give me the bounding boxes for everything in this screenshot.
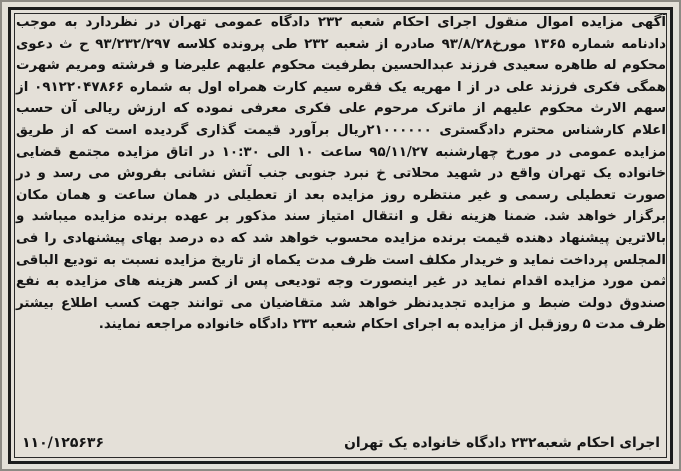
- auction-notice-text: [16, 12, 666, 336]
- newspaper-clipping: [2, 2, 679, 469]
- notice-paragraph: آگهی مزایده اموال منقول اجرای احکام شعبه ۲۳۲ دادگاه عمومی تهران در نظردارد به موجب دادنامه شماره ۱۳۶۵ مورخ۹۳/۸/۲۸ صادره از شعبه ۲۳۲ طی پرونده کلاسه ۹۳/۲۳۲/۲۹۷ ح ث دعوی محکوم له طاهره سعیدی فرزند عبدالحسین بطرفیت محکوم علیهم علیرضا و فرشته ومریم شهرت همگی فکری فرزند علی در از ا مهریه یک فقره سیم کارت همراه اول به شماره ۰۹۱۲۲۰۴۷۸۶۶ از سهم الارث محکوم علیهم از ماترک مرحوم علی فکری معرفی نموده که ارزش ریالی آن حسب اعلام کارشناس محترم دادگستری ۲۱۰۰۰۰۰۰ریال برآورد قیمت گذاری گردیده است که از طریق مزایده عمومی در مورخ چهارشنبه ۹۵/۱۱/۲۷ ساعت ۱۰ الی ۱۰:۳۰ در اتاق مزایده مجتمع قضایی خانواده یک تهران واقع در شهید محلاتی خ نبرد جنوبی جنب آتش نشانی بفروش می رسد و در صورت تعطیلی رسمی و غیر منتظره روز مزایده بعد از تعطیلی در همان ساعت و همان مکان برگزار خواهد شد. ضمنا هزینه نقل و انتقال امتیاز سند مذکور بر عهده برنده مزایده میباشد و بالاترین پیشنهاد دهنده قیمت برنده مزایده محسوب خواهد شد که ده درصد بهای پیشنهادی را فی المجلس پرداخت نماید و خریدار مکلف است ظرف مدت یکماه از تاریخ مزایده نسبت به تودیع الباقی ثمن مورد مزایده اقدام نماید در غیر اینصورت وجه تودیعی پس از کسر هزینه های مزایده به نفع صندوق دولت ضبط و مزایده تجدیدنظر خواهد شد متقاضیان می توانند جهت کسب اطلاع بیشتر ظرف مدت ۵ روزقبل از مزایده به اجرای احکام شعبه ۲۳۲ دادگاه خانواده مراجعه نمایند.: [16, 15, 666, 333]
- notice-footer: [16, 435, 666, 459]
- notice-reference-code: ۱۱۰/۱۲۵۶۳۶: [22, 435, 105, 451]
- issuing-office-signature: اجرای احکام شعبه۲۳۲ دادگاه خانواده یک تهران: [344, 435, 660, 451]
